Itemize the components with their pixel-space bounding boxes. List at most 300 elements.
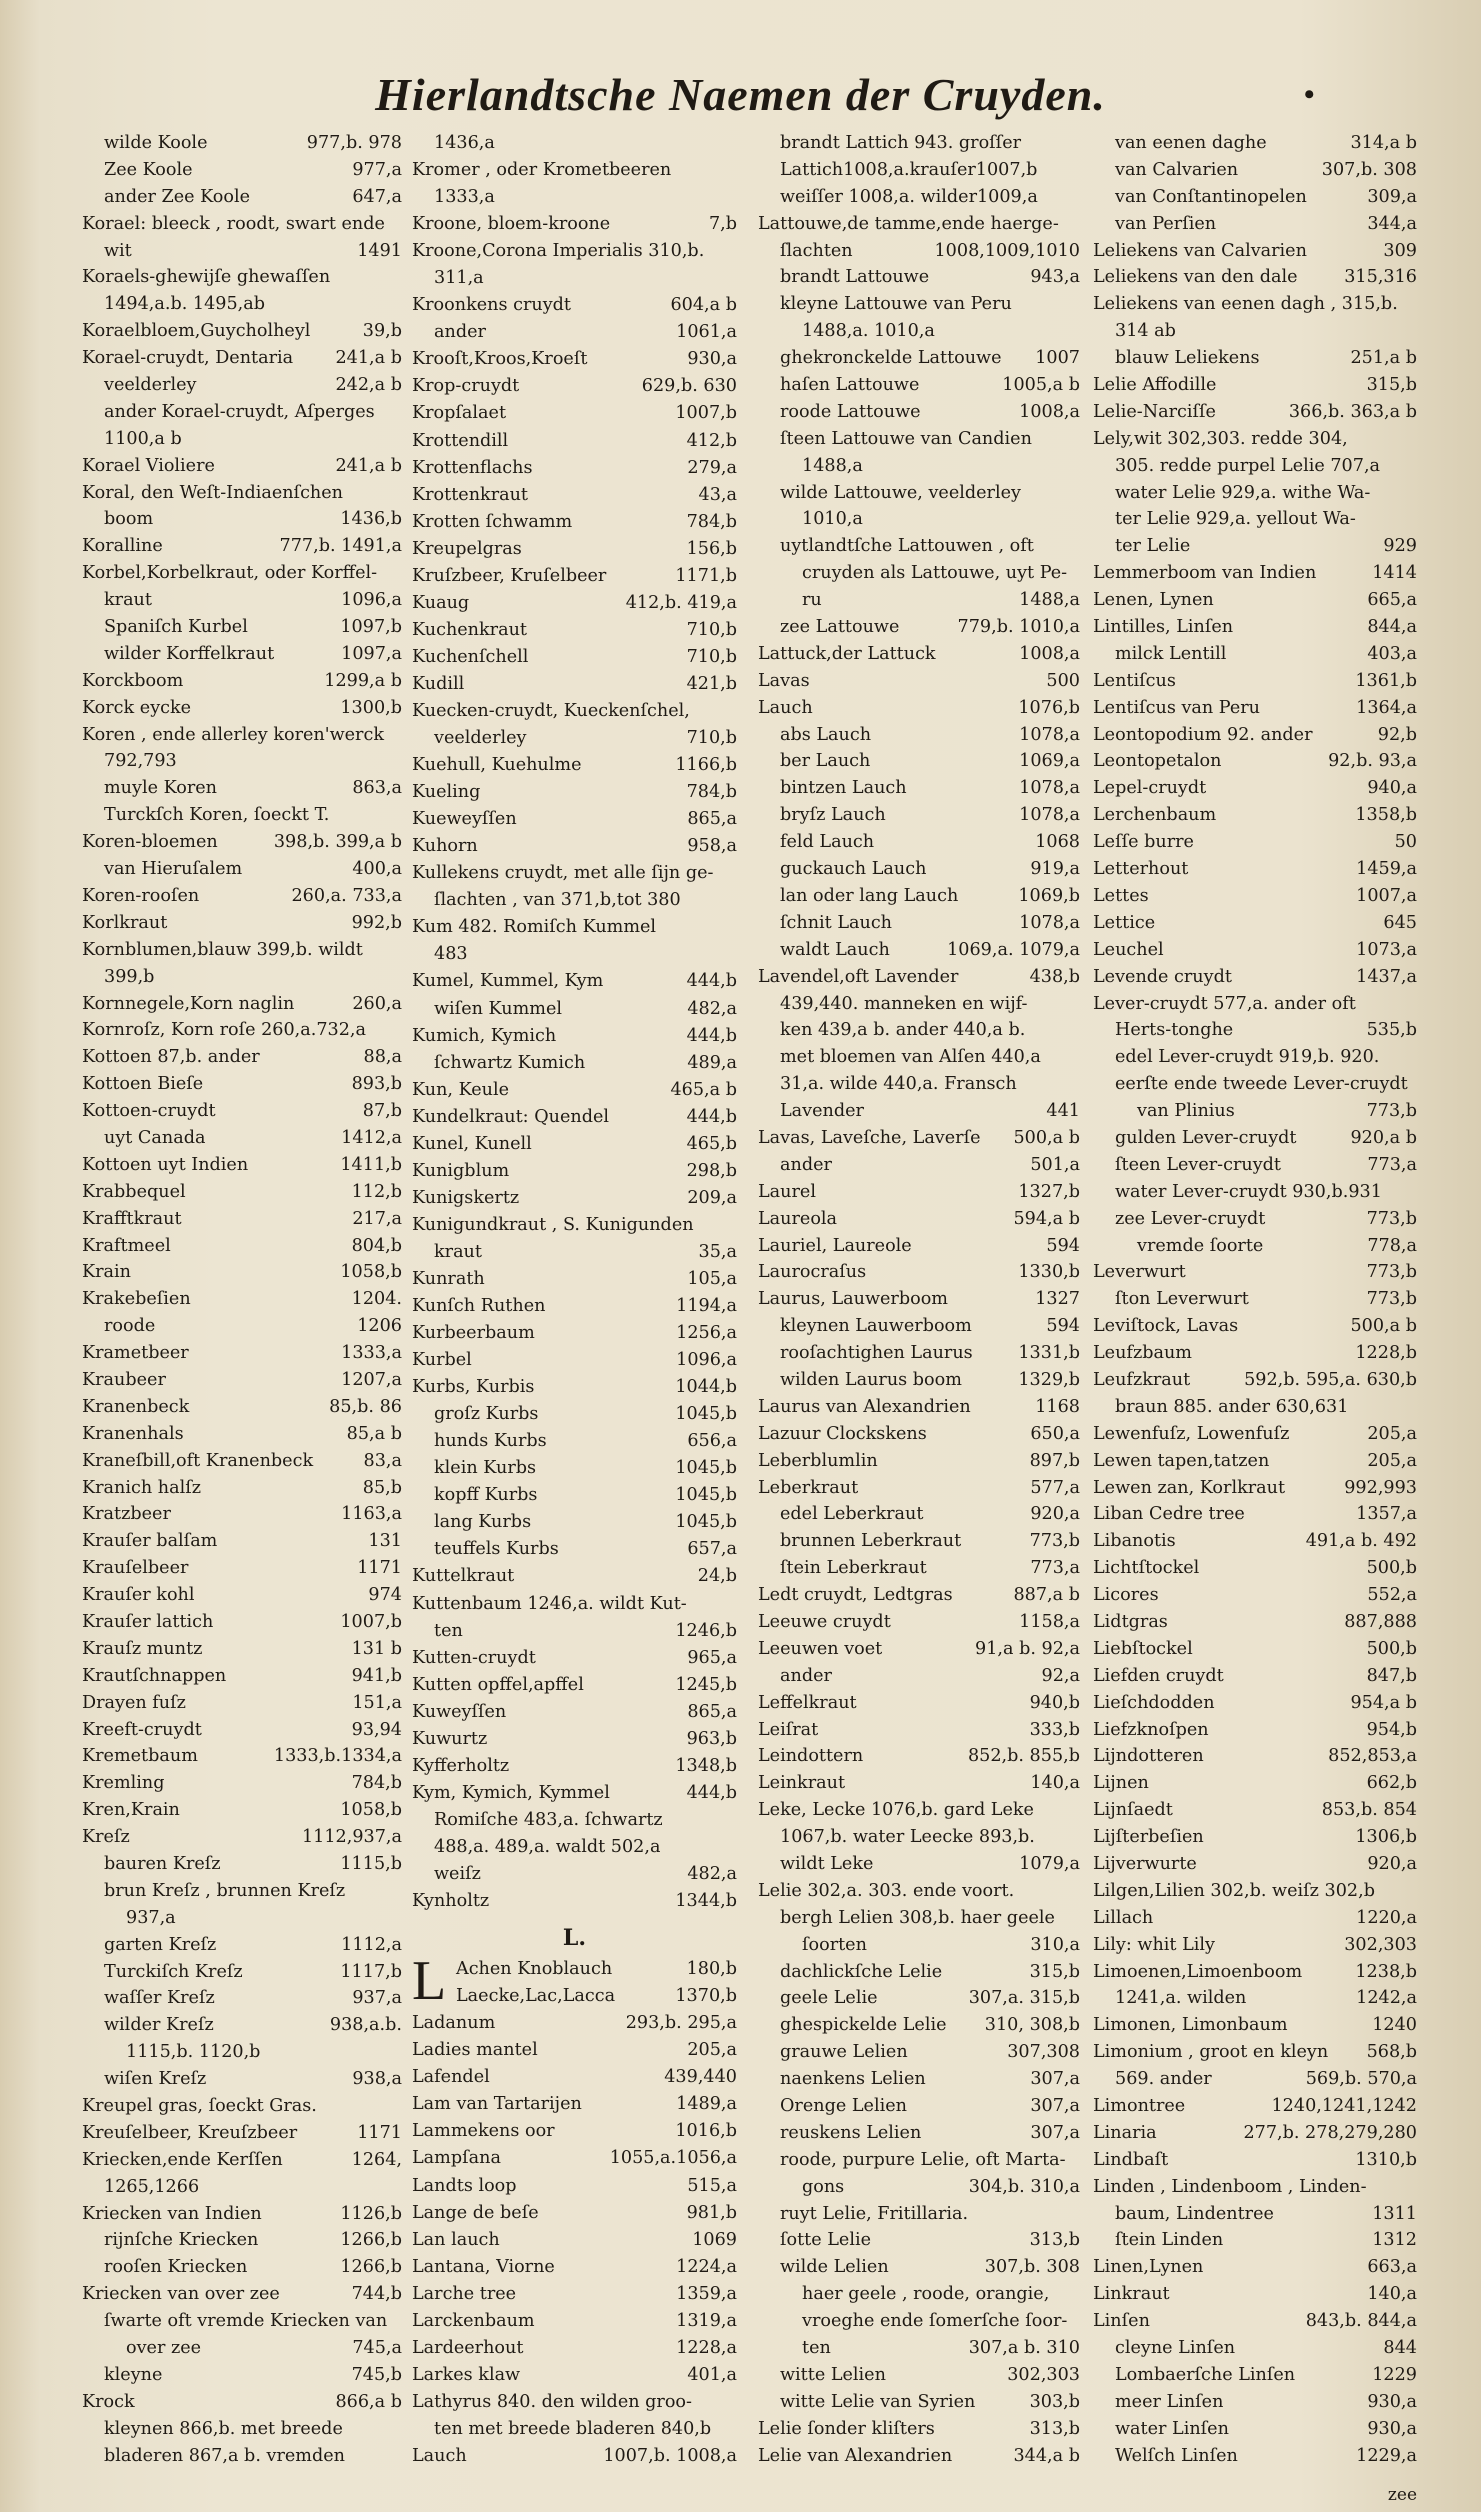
entry-page-ref: 205,a xyxy=(1367,1423,1417,1444)
entry-term: Kreupel gras, ſoeckt Gras. xyxy=(82,2096,317,2117)
entry-term: Kroone,Corona Imperialis 310,b. xyxy=(412,241,705,262)
entry-term: Zee Koole xyxy=(104,159,193,180)
index-entry xyxy=(82,2093,402,2120)
entry-page-ref: 1069,a. 1079,a xyxy=(947,939,1080,960)
entry-term: Korckboom xyxy=(82,670,184,691)
index-column-4 xyxy=(1093,130,1417,2469)
entry-page-ref: 241,a b xyxy=(335,348,402,369)
entry-term: Lavendel,oft Lavender xyxy=(758,966,959,987)
index-entry xyxy=(758,1905,1080,1932)
index-entry xyxy=(758,883,1080,910)
index-entry xyxy=(82,238,402,265)
entry-page-ref: 85,b. 86 xyxy=(329,1396,402,1417)
index-entry xyxy=(82,1636,402,1663)
index-entry xyxy=(758,1824,1080,1851)
entry-page-ref: 744,b xyxy=(351,2284,402,2305)
entry-term: 305. redde purpel Lelie 707,a xyxy=(1115,455,1381,476)
entry-term: veelderley xyxy=(434,728,527,749)
entry-page-ref: 1329,b xyxy=(1018,1369,1080,1390)
entry-page-ref: 1117,b xyxy=(340,1961,402,1982)
index-entry xyxy=(412,725,737,752)
entry-page-ref: 277,b. 278,279,280 xyxy=(1243,2122,1417,2143)
entry-term: Kuweyſſen xyxy=(412,1701,507,1722)
entry-term: ſchwartz Kumich xyxy=(434,1052,586,1073)
entry-page-ref: 941,b xyxy=(351,1665,402,1686)
index-entry xyxy=(758,399,1080,426)
index-entry xyxy=(1093,1959,1417,1986)
entry-page-ref: 482,a xyxy=(687,998,737,1019)
entry-page-ref: 401,a xyxy=(687,2364,737,2385)
entry-term: zee Lattouwe xyxy=(780,617,900,638)
entry-term: Kremling xyxy=(82,1773,165,1794)
index-column-3 xyxy=(758,130,1080,2469)
entry-term: Lathyrus 840. den wilden groo- xyxy=(412,2391,692,2412)
entry-page-ref: 965,a xyxy=(687,1647,737,1668)
index-entry xyxy=(1093,2254,1417,2281)
entry-term: Linkraut xyxy=(1093,2284,1170,2305)
entry-term: cruyden als Lattouwe, uyt Pe- xyxy=(802,563,1068,584)
entry-term: Kumich, Kymich xyxy=(412,1025,557,1046)
index-entry xyxy=(1093,1501,1417,1528)
index-entry xyxy=(1093,2201,1417,2228)
entry-page-ref: 1168 xyxy=(1035,1396,1080,1417)
entry-term: Kraneſbill,oft Kranenbeck xyxy=(82,1450,314,1471)
index-entry xyxy=(758,1743,1080,1770)
entry-term: 1115,b. 1120,b xyxy=(126,2042,261,2063)
entry-term: roode Lattouwe xyxy=(780,401,921,422)
index-entry xyxy=(82,1259,402,1286)
entry-term: Liefzknoſpen xyxy=(1093,1719,1209,1740)
index-entry xyxy=(82,1878,402,1905)
index-entry xyxy=(82,964,402,991)
entry-term: Libanotis xyxy=(1093,1531,1176,1552)
entry-page-ref: 307,a b. 310 xyxy=(968,2338,1080,2359)
index-entry xyxy=(412,1672,737,1699)
entry-page-ref: 1414 xyxy=(1372,563,1417,584)
index-entry xyxy=(758,964,1080,991)
entry-term: Krooſt,Kroos,Kroeſt xyxy=(412,349,588,370)
index-entry xyxy=(1093,1743,1417,1770)
index-entry xyxy=(412,2227,737,2254)
index-entry xyxy=(1093,238,1417,265)
index-entry xyxy=(412,1185,737,1212)
entry-page-ref: 1069,b xyxy=(1018,885,1080,906)
index-entry xyxy=(82,399,402,426)
entry-page-ref: 112,b xyxy=(351,1181,402,1202)
entry-term: wiſen Kummel xyxy=(434,998,563,1019)
index-entry xyxy=(82,1932,402,1959)
index-entry xyxy=(82,1501,402,1528)
entry-term: 1488,a. 1010,a xyxy=(802,321,935,342)
index-entry xyxy=(1093,2147,1417,2174)
entry-term: kleyne xyxy=(104,2364,163,2385)
index-entry xyxy=(758,1233,1080,1260)
entry-page-ref: 1240 xyxy=(1372,2015,1417,2036)
entry-term: 1100,a b xyxy=(104,428,182,449)
entry-term: grauwe Lelien xyxy=(780,2042,908,2063)
entry-page-ref: 1331,b xyxy=(1018,1343,1080,1364)
index-entry xyxy=(82,1851,402,1878)
entry-term: Lewen tapen,tatzen xyxy=(1093,1450,1270,1471)
index-entry xyxy=(82,2416,402,2443)
index-entry xyxy=(1093,399,1417,426)
index-entry xyxy=(1093,1932,1417,1959)
index-entry xyxy=(1093,2308,1417,2335)
entry-page-ref: 535,b xyxy=(1366,1020,1417,1041)
index-entry xyxy=(412,2443,737,2470)
index-entry xyxy=(758,2254,1080,2281)
entry-page-ref: 260,a. 733,a xyxy=(291,885,402,906)
entry-page-ref: 887,a b xyxy=(1013,1585,1080,1606)
entry-term: kleynen Lauwerboom xyxy=(780,1316,972,1337)
index-entry xyxy=(412,2200,737,2227)
entry-page-ref: 140,a xyxy=(1367,2284,1417,2305)
entry-term: waldt Lauch xyxy=(780,939,890,960)
entry-term: Leberblumlin xyxy=(758,1450,878,1471)
index-entry xyxy=(412,1780,737,1807)
entry-term: edel Lever-cruydt 919,b. 920. xyxy=(1115,1047,1380,1068)
index-entry xyxy=(1093,533,1417,560)
index-entry xyxy=(412,1753,737,1780)
index-entry xyxy=(412,1983,737,2010)
entry-term: Lauch xyxy=(758,697,813,718)
index-entry xyxy=(82,130,402,157)
entry-term: ten met breede bladeren 840,b xyxy=(434,2418,712,2439)
index-entry xyxy=(82,722,402,749)
entry-term: Kuttenbaum 1246,a. wildt Kut- xyxy=(412,1593,687,1614)
index-entry xyxy=(758,614,1080,641)
drop-cap-letter: L xyxy=(412,1950,447,2013)
index-entry xyxy=(82,2147,402,2174)
index-entry xyxy=(758,856,1080,883)
index-entry xyxy=(758,318,1080,345)
entry-page-ref: 302,303 xyxy=(1007,2364,1080,2385)
entry-page-ref: 93,94 xyxy=(351,1719,402,1740)
entry-term: haer geele , roode, orangie, xyxy=(802,2284,1050,2305)
entry-term: geele Lelie xyxy=(780,1988,878,2009)
entry-page-ref: 131 xyxy=(368,1531,402,1552)
index-entry xyxy=(758,345,1080,372)
index-entry xyxy=(82,1313,402,1340)
entry-page-ref: 1078,a xyxy=(1019,805,1080,826)
entry-term: Larche tree xyxy=(412,2283,517,2304)
index-entry xyxy=(758,2389,1080,2416)
entry-page-ref: 465,a b xyxy=(670,1079,737,1100)
index-entry xyxy=(758,157,1080,184)
index-entry xyxy=(412,428,737,455)
entry-term: Kuchenkraut xyxy=(412,619,527,640)
entry-term: Kren,Krain xyxy=(82,1800,180,1821)
entry-page-ref: 1266,b xyxy=(340,2257,402,2278)
entry-page-ref: 298,b xyxy=(686,1160,737,1181)
entry-page-ref: 500 xyxy=(1046,670,1080,691)
entry-term: Lijnen xyxy=(1093,1773,1149,1794)
page-marker: • xyxy=(1304,78,1316,111)
index-entry xyxy=(412,914,737,941)
index-entry xyxy=(758,1717,1080,1744)
entry-term: Kraftmeel xyxy=(82,1235,171,1256)
index-entry xyxy=(412,779,737,806)
index-entry xyxy=(758,426,1080,453)
entry-term: Kueling xyxy=(412,782,481,803)
entry-page-ref: 242,a b xyxy=(335,375,402,396)
entry-term: Lantana, Viorne xyxy=(412,2256,555,2277)
entry-term: ken 439,a b. ander 440,a b. xyxy=(780,1020,1026,1041)
index-entry xyxy=(412,698,737,725)
entry-term: ſotte Lelie xyxy=(780,2230,872,2251)
index-entry xyxy=(758,2335,1080,2362)
index-entry xyxy=(412,996,737,1023)
index-entry xyxy=(1093,1071,1417,1098)
entry-term: wildt Leke xyxy=(780,1854,874,1874)
entry-term: ſlachten , van 371,b,tot 380 xyxy=(434,890,681,911)
entry-term: ruyt Lelie, Fritillaria. xyxy=(780,2203,969,2224)
entry-term: Korael: bleeck , roodt, swart ende xyxy=(82,213,385,234)
entry-page-ref: 1069 xyxy=(692,2229,737,2250)
index-entry xyxy=(82,560,402,587)
entry-term: Kym, Kymich, Kymmel xyxy=(412,1782,610,1803)
entry-term: Leontopetalon xyxy=(1093,751,1222,772)
entry-term: Korael Violiere xyxy=(82,455,215,476)
index-entry xyxy=(82,856,402,883)
entry-page-ref: 412,b. 419,a xyxy=(625,592,737,613)
entry-term: milck Lentill xyxy=(1115,643,1227,664)
index-entry xyxy=(758,1797,1080,1824)
entry-page-ref: 307,a xyxy=(1030,2096,1080,2117)
entry-page-ref: 1412,a xyxy=(341,1127,402,1148)
index-entry xyxy=(1093,2281,1417,2308)
index-entry xyxy=(412,2308,737,2335)
entry-term: Korael-cruydt, Dentaria xyxy=(82,348,294,369)
entry-term: veelderley xyxy=(104,375,197,396)
index-entry xyxy=(758,1770,1080,1797)
index-entry xyxy=(82,775,402,802)
entry-term: Lelie ſonder kliſters xyxy=(758,2418,935,2439)
entry-page-ref: 1008,1009,1010 xyxy=(934,240,1080,261)
index-entry xyxy=(82,1555,402,1582)
index-entry xyxy=(412,2281,737,2308)
index-entry xyxy=(412,1618,737,1645)
entry-page-ref: 1016,b xyxy=(675,2121,737,2142)
index-entry xyxy=(758,2362,1080,2389)
index-entry xyxy=(412,400,737,427)
entry-term: Kunigundkraut , S. Kunigunden xyxy=(412,1214,694,1235)
entry-page-ref: 1437,a xyxy=(1356,966,1417,987)
index-entry xyxy=(1093,1851,1417,1878)
entry-page-ref: 647,a xyxy=(352,186,402,207)
entry-term: Kornnegele,Korn naglin xyxy=(82,993,295,1014)
entry-page-ref: 887,888 xyxy=(1344,1611,1417,1632)
index-entry xyxy=(758,1125,1080,1152)
index-entry xyxy=(82,883,402,910)
entry-page-ref: 1005,a b xyxy=(1002,375,1080,396)
index-entry xyxy=(758,1582,1080,1609)
entry-page-ref: 465,b xyxy=(686,1133,737,1154)
index-entry xyxy=(1093,1152,1417,1179)
index-entry xyxy=(82,2443,402,2470)
index-entry xyxy=(82,991,402,1018)
entry-page-ref: 1327 xyxy=(1035,1289,1080,1310)
entry-page-ref: 940,b xyxy=(1029,1692,1080,1713)
entry-term: Kuaug xyxy=(412,592,470,613)
entry-term: Kriecken van over zee xyxy=(82,2284,280,2305)
entry-term: Korlkraut xyxy=(82,912,168,933)
index-entry xyxy=(82,2227,402,2254)
index-entry xyxy=(412,752,737,779)
entry-term: brandt Lattouwe xyxy=(780,267,930,288)
index-entry xyxy=(1093,1690,1417,1717)
entry-term: Leliekens van den dale xyxy=(1093,267,1298,288)
entry-page-ref: 50 xyxy=(1394,832,1417,853)
entry-page-ref: 1096,a xyxy=(676,1350,737,1371)
entry-term: Letterhout xyxy=(1093,859,1189,880)
index-entry xyxy=(1093,1582,1417,1609)
entry-page-ref: 663,a xyxy=(1367,2257,1417,2278)
index-entry xyxy=(412,1239,737,1266)
index-entry xyxy=(412,536,737,563)
entry-page-ref: 662,b xyxy=(1366,1773,1417,1794)
index-entry xyxy=(82,1421,402,1448)
entry-page-ref: 315,b xyxy=(1029,1961,1080,1982)
index-entry xyxy=(412,211,737,238)
index-entry xyxy=(758,2227,1080,2254)
index-entry xyxy=(1093,1098,1417,1125)
entry-page-ref: 929 xyxy=(1383,536,1417,557)
index-entry xyxy=(412,1834,737,1861)
index-entry xyxy=(412,1266,737,1293)
index-entry xyxy=(82,426,402,453)
index-entry xyxy=(758,2147,1080,2174)
entry-page-ref: 205,a xyxy=(1367,1450,1417,1471)
entry-page-ref: 251,a b xyxy=(1350,348,1417,369)
entry-page-ref: 315,316 xyxy=(1344,267,1417,288)
entry-term: Kriecken,ende Kerſſen xyxy=(82,2149,283,2170)
index-entry xyxy=(758,1421,1080,1448)
index-entry xyxy=(1093,1421,1417,1448)
entry-page-ref: 217,a xyxy=(352,1208,402,1229)
entry-page-ref: 977,a xyxy=(352,159,402,180)
entry-term: Lijverwurte xyxy=(1093,1854,1197,1874)
entry-term: ru xyxy=(802,590,822,611)
entry-page-ref: 1245,b xyxy=(675,1674,737,1695)
entry-term: gons xyxy=(802,2176,845,2197)
entry-page-ref: 313,b xyxy=(1029,2230,1080,2251)
entry-page-ref: 710,b xyxy=(686,728,737,749)
index-entry xyxy=(758,1985,1080,2012)
entry-page-ref: 310,a xyxy=(1030,1934,1080,1955)
index-entry xyxy=(412,509,737,536)
index-entry xyxy=(412,1645,737,1672)
entry-page-ref: 412,b xyxy=(686,430,737,451)
index-entry xyxy=(1093,856,1417,883)
entry-term: Limoenen,Limoenboom xyxy=(1093,1961,1303,1982)
entry-term: lan oder lang Lauch xyxy=(780,885,959,906)
index-entry xyxy=(412,184,737,211)
entry-page-ref: 140,a xyxy=(1030,1773,1080,1794)
entry-page-ref: 665,a xyxy=(1367,590,1417,611)
entry-page-ref: 1348,b xyxy=(675,1755,737,1776)
entry-page-ref: 1333,b.1334,a xyxy=(273,1746,402,1767)
index-entry xyxy=(758,937,1080,964)
index-entry xyxy=(1093,2227,1417,2254)
index-entry xyxy=(412,1455,737,1482)
entry-term: Kundelkraut: Quendel xyxy=(412,1106,610,1127)
entry-term: Kriecken van Indien xyxy=(82,2203,262,2224)
entry-page-ref: 577,a xyxy=(1030,1477,1080,1498)
index-entry xyxy=(82,2281,402,2308)
entry-term: ander Zee Koole xyxy=(104,186,251,207)
index-entry xyxy=(758,1555,1080,1582)
index-entry xyxy=(1093,2012,1417,2039)
entry-page-ref: 1126,b xyxy=(340,2203,402,2224)
index-entry xyxy=(1093,2443,1417,2470)
index-entry xyxy=(412,590,737,617)
entry-page-ref: 1078,a xyxy=(1019,912,1080,933)
entry-term: Lauch xyxy=(412,2445,467,2466)
entry-term: kopff Kurbs xyxy=(434,1485,538,1506)
entry-page-ref: 1069,a xyxy=(1019,751,1080,772)
index-entry xyxy=(1093,291,1417,318)
entry-term: bladeren 867,a b. vremden xyxy=(104,2445,345,2466)
entry-page-ref: 657,a xyxy=(687,1539,737,1560)
entry-page-ref: 180,b xyxy=(686,1959,737,1980)
index-entry xyxy=(82,533,402,560)
entry-term: Koren-bloemen xyxy=(82,832,218,853)
entry-term: Kutten opffel,apffel xyxy=(412,1674,584,1695)
entry-term: Kremetbaum xyxy=(82,1746,198,1767)
entry-term: boom xyxy=(104,509,154,530)
entry-page-ref: 92,b xyxy=(1377,724,1417,745)
index-entry xyxy=(758,1932,1080,1959)
entry-page-ref: 852,b. 855,b xyxy=(967,1746,1080,1767)
index-entry xyxy=(758,2012,1080,2039)
index-entry xyxy=(412,617,737,644)
index-entry xyxy=(412,1401,737,1428)
entry-page-ref: 1489,a xyxy=(676,2094,737,2115)
entry-term: ghespickelde Lelie xyxy=(780,2015,947,2036)
index-entry xyxy=(1093,748,1417,775)
index-entry xyxy=(1093,802,1417,829)
index-entry xyxy=(1093,480,1417,507)
entry-page-ref: 645 xyxy=(1383,912,1417,933)
entry-term: Kurbs, Kurbis xyxy=(412,1377,535,1398)
entry-term: Kurbel xyxy=(412,1350,472,1371)
index-entry xyxy=(758,211,1080,238)
entry-term: Liefden cruydt xyxy=(1093,1665,1224,1686)
entry-term: lang Kurbs xyxy=(434,1512,532,1533)
index-entry xyxy=(412,1050,737,1077)
index-entry xyxy=(1093,2416,1417,2443)
index-entry xyxy=(82,1152,402,1179)
entry-term: met bloemen van Alſen 440,a xyxy=(780,1047,1041,1068)
entry-page-ref: 1007,b xyxy=(675,403,737,424)
entry-term: hunds Kurbs xyxy=(434,1431,547,1452)
index-entry xyxy=(82,641,402,668)
index-entry xyxy=(412,1699,737,1726)
entry-page-ref: 1058,b xyxy=(340,1262,402,1283)
entry-page-ref: 1112,a xyxy=(341,1934,402,1955)
entry-page-ref: 1488,a xyxy=(1019,590,1080,611)
index-entry xyxy=(412,1104,737,1131)
entry-term: brun Kreſz , brunnen Kreſz xyxy=(104,1880,346,1901)
entry-term: Krop-cruydt xyxy=(412,376,520,397)
entry-page-ref: 1171 xyxy=(357,1558,402,1579)
entry-term: Limontree xyxy=(1093,2096,1186,2117)
entry-term: vroeghe ende ſomerſche ſoor- xyxy=(802,2311,1068,2332)
entry-page-ref: 441 xyxy=(1046,1101,1080,1122)
entry-page-ref: 400,a xyxy=(352,859,402,880)
entry-page-ref: 1112,937,a xyxy=(301,1827,402,1848)
